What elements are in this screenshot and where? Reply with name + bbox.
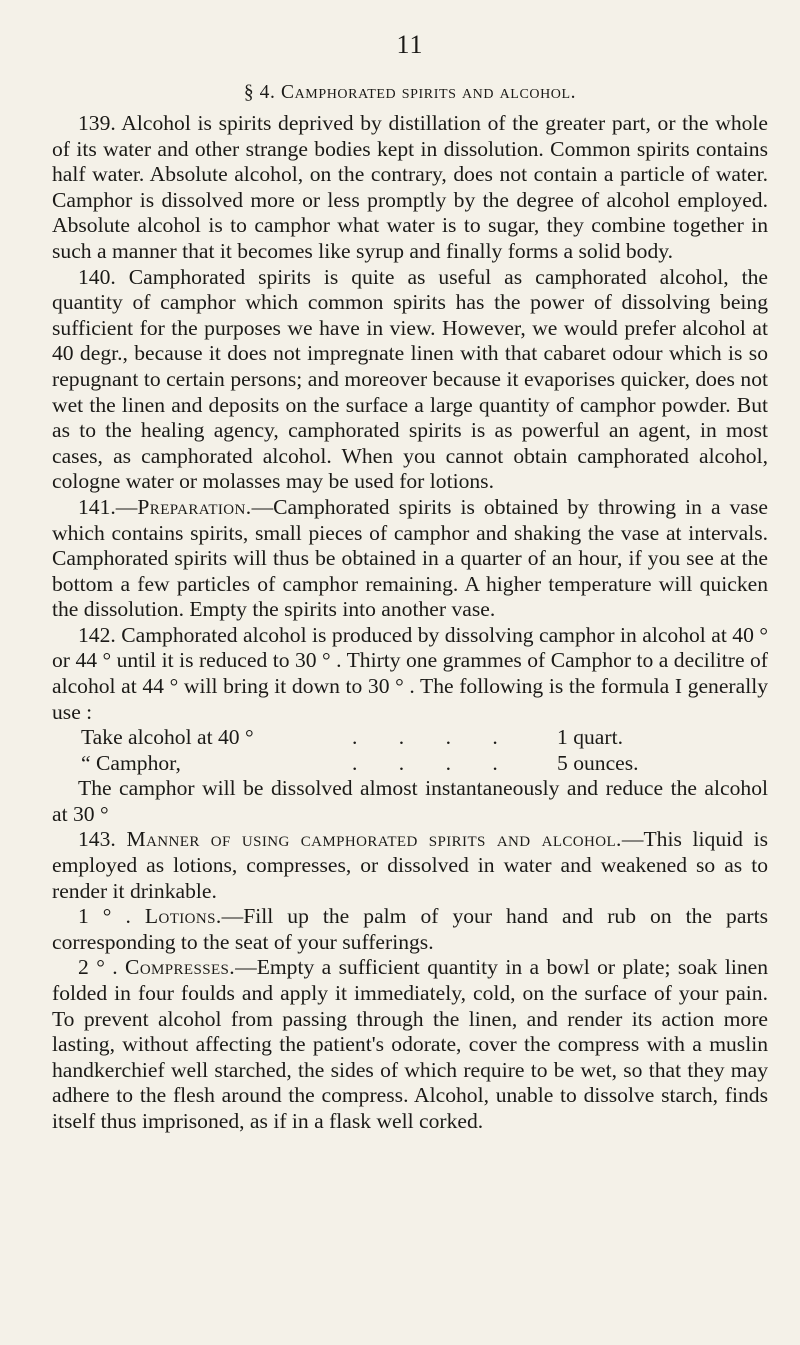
section-heading: § 4. Camphorated spirits and alcohol. bbox=[243, 82, 577, 103]
paragraph-143-number: 143. bbox=[78, 827, 127, 852]
recipe-leader-dots: . . . . bbox=[352, 750, 516, 775]
recipe-row-alcohol bbox=[52, 725, 768, 751]
paragraph-141-heading: Preparation. bbox=[137, 494, 252, 519]
paragraph-lotions bbox=[52, 904, 768, 955]
recipe-leader-dots: . . . . bbox=[352, 725, 516, 750]
recipe-ingredient: Take alcohol at 40 ° bbox=[81, 725, 254, 750]
recipe-quantity: 1 quart. bbox=[557, 725, 623, 750]
recipe-row-camphor bbox=[52, 751, 768, 777]
paragraph-compresses-number: 2 ° . bbox=[78, 955, 126, 980]
paragraph-compresses-heading: Compresses. bbox=[125, 955, 236, 980]
paragraph-141 bbox=[52, 495, 768, 623]
page-number: 11 bbox=[396, 30, 424, 59]
paragraph-lotions-number: 1 ° . bbox=[78, 904, 145, 929]
paragraph-140: 140. Camphorated spirits is quite as useful as camphorated alcohol, the quantity of camphor which common spirits has the power of dissolving being sufficient for the purposes we have in view. However, we would prefer alcohol at 40 degr., because it does not impregnate linen with that cabaret odour which is so repugnant to certain persons; and moreover because it evaporises quicker, does not wet the linen and deposits on the surface a large quantity of camphor powder. But as to the healing agency, camphorated spirits is as powerful an agent, in most cases, as camphorated alcohol. When you cannot obtain camphorated alcohol, cologne water or molasses may be used for lotions. bbox=[52, 264, 768, 494]
paragraph-lotions-body: —Fill up the palm of your hand and rub on the parts corresponding to the seat of your sufferings. bbox=[52, 904, 769, 954]
paragraph-lotions-heading: Lotions. bbox=[144, 904, 222, 929]
recipe-formula bbox=[52, 725, 768, 776]
paragraph-142-continued: The camphor will be dissolved almost instantaneously and reduce the alcohol at 30 ° bbox=[52, 776, 768, 826]
paragraph-compresses bbox=[52, 955, 768, 1134]
paragraph-141-number: 141.— bbox=[78, 494, 138, 519]
recipe-quantity: 5 ounces. bbox=[557, 750, 639, 775]
paragraph-139: 139. Alcohol is spirits deprived by distillation of the greater part, or the whole of its water and other strange bodies kept in dissolution. Common spirits contains half water. Absolute alcohol, on the contrary, does not contain a particle of water. Camphor is dissolved more or less promptly by the degree of alcohol employed. Absolute alcohol is to camphor what water is to sugar, they combine together in such a manner that it becomes like syrup and finally forms a solid body. bbox=[52, 111, 768, 263]
paragraph-141-body: —Camphorated spirits is obtained by throwing in a vase which contains spirits, small pieces of camphor and shaking the vase at intervals. Camphorated spirits will thus be obtained in a quarter of an hour, if you see at the bottom a few particles of camphor remaining. A higher temperature will quicken the dissolution. Empty the spirits into another vase. bbox=[52, 494, 768, 622]
paragraph-142: 142. Camphorated alcohol is produced by dissolving camphor in alcohol at 40 ° or 44 ° until it is reduced to 30 ° . Thirty one grammes of Camphor to a decilitre of alcohol at 44 ° will bring it down to 30 ° . The following is the formula I generally use : bbox=[52, 622, 768, 724]
recipe-ingredient: “ Camphor, bbox=[81, 750, 181, 775]
paragraph-143-body: —This liquid is employed as lotions, compresses, or dissolved in water and weakened so as to render it drinkable. bbox=[52, 827, 768, 903]
paragraph-143-heading: Manner of using camphorated spirits and alcohol. bbox=[126, 827, 622, 852]
paragraph-compresses-body: —Empty a sufficient quantity in a bowl or plate; soak linen folded in four foulds and apply it immediately, cold, on the surface of your pain. To prevent alcohol from passing through the linen, and render its action more lasting, without affecting the patient's odorate, cover the compress with a muslin handkerchief well starched, the sides of which require to be wet, so that they may adhere to the flesh around the compress. Alcohol, unable to dissolve starch, finds itself thus imprisoned, as if in a flask well corked. bbox=[52, 955, 768, 1133]
paragraph-143 bbox=[52, 827, 768, 904]
